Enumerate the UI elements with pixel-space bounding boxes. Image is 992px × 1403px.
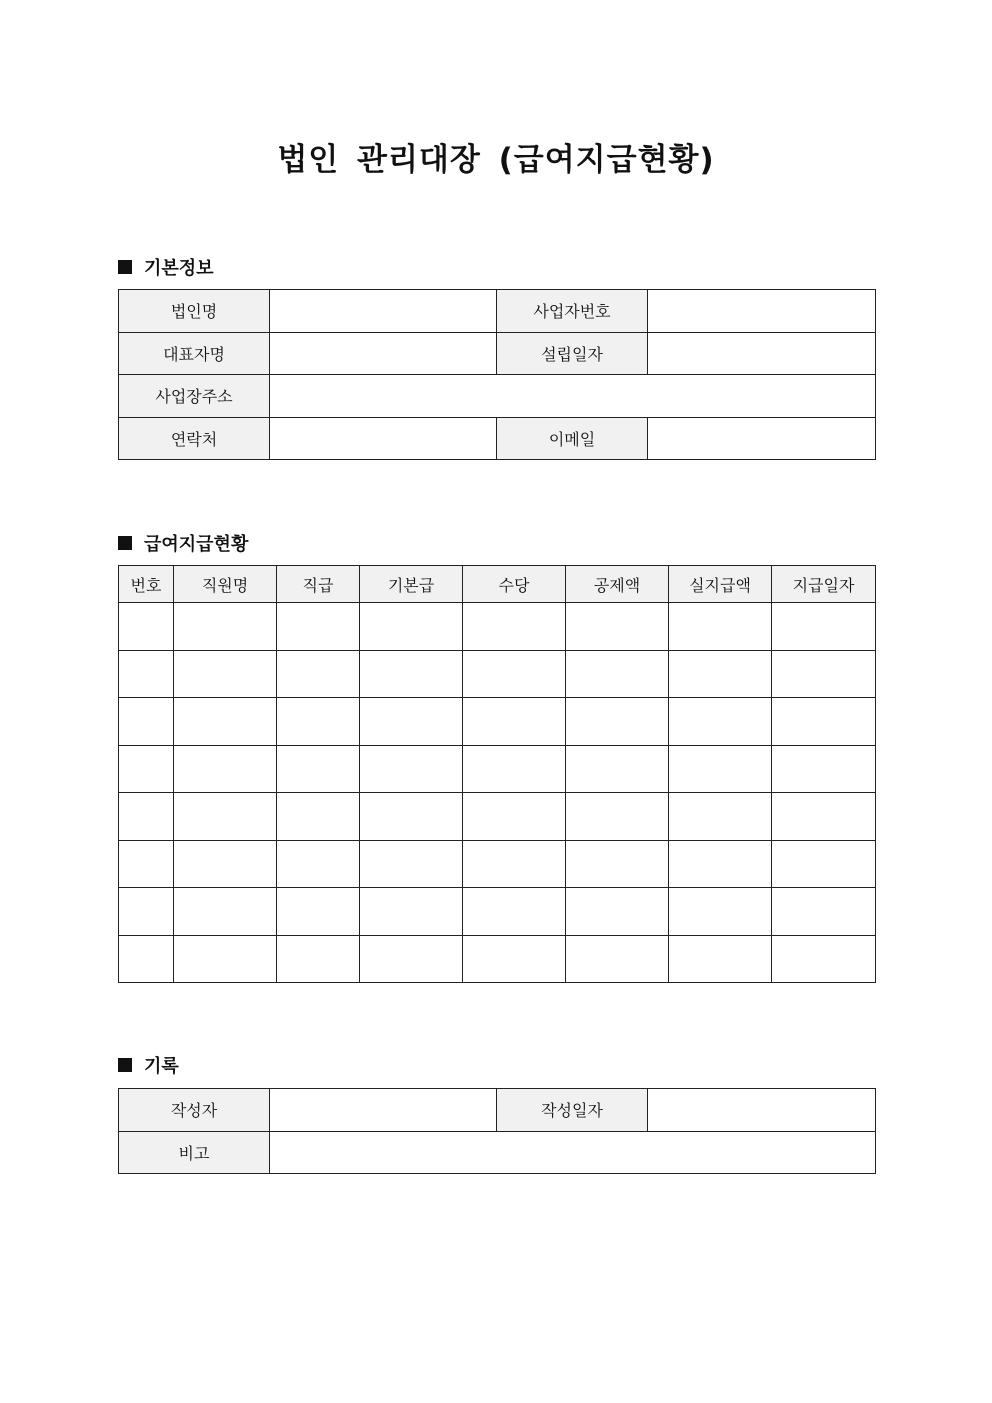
table-cell[interactable] bbox=[566, 840, 669, 888]
field-address[interactable] bbox=[270, 375, 876, 418]
square-bullet-icon bbox=[118, 260, 132, 274]
table-row bbox=[119, 290, 876, 333]
table-cell[interactable] bbox=[772, 650, 876, 698]
table-row bbox=[119, 650, 876, 698]
label-corp-name: 법인명 bbox=[119, 290, 270, 333]
table-cell[interactable] bbox=[669, 603, 772, 651]
table-cell[interactable] bbox=[277, 793, 360, 841]
field-email[interactable] bbox=[648, 417, 876, 460]
table-cell[interactable] bbox=[669, 840, 772, 888]
label-address: 사업장주소 bbox=[119, 375, 270, 418]
table-cell[interactable] bbox=[277, 650, 360, 698]
column-header: 지급일자 bbox=[772, 566, 876, 603]
table-cell[interactable] bbox=[119, 840, 174, 888]
square-bullet-icon bbox=[118, 1058, 132, 1072]
section-heading-label: 기본정보 bbox=[144, 258, 214, 279]
table-cell[interactable] bbox=[277, 840, 360, 888]
table-cell[interactable] bbox=[669, 650, 772, 698]
field-ceo-name[interactable] bbox=[270, 332, 497, 375]
table-cell[interactable] bbox=[566, 888, 669, 936]
table-cell[interactable] bbox=[463, 650, 566, 698]
table-cell[interactable] bbox=[174, 888, 277, 936]
table-cell[interactable] bbox=[566, 698, 669, 746]
table-cell[interactable] bbox=[360, 935, 463, 983]
table-row bbox=[119, 745, 876, 793]
column-header: 수당 bbox=[463, 566, 566, 603]
table-cell[interactable] bbox=[463, 935, 566, 983]
column-header: 직원명 bbox=[174, 566, 277, 603]
table-row bbox=[119, 417, 876, 460]
table-cell[interactable] bbox=[566, 935, 669, 983]
column-header: 직급 bbox=[277, 566, 360, 603]
column-header: 기본급 bbox=[360, 566, 463, 603]
table-cell[interactable] bbox=[174, 935, 277, 983]
field-founded-date[interactable] bbox=[648, 332, 876, 375]
table-cell[interactable] bbox=[277, 935, 360, 983]
record-table bbox=[118, 1088, 876, 1174]
field-written-date[interactable] bbox=[648, 1089, 876, 1132]
table-cell[interactable] bbox=[463, 745, 566, 793]
field-business-number[interactable] bbox=[648, 290, 876, 333]
field-note[interactable] bbox=[270, 1131, 876, 1174]
label-author: 작성자 bbox=[119, 1089, 270, 1132]
table-cell[interactable] bbox=[360, 698, 463, 746]
table-cell[interactable] bbox=[174, 603, 277, 651]
table-cell[interactable] bbox=[119, 603, 174, 651]
table-row bbox=[119, 888, 876, 936]
table-row bbox=[119, 1089, 876, 1132]
table-cell[interactable] bbox=[463, 698, 566, 746]
table-cell[interactable] bbox=[174, 745, 277, 793]
table-cell[interactable] bbox=[277, 888, 360, 936]
table-cell[interactable] bbox=[463, 793, 566, 841]
section-heading-payroll bbox=[118, 530, 248, 556]
table-cell[interactable] bbox=[119, 698, 174, 746]
label-business-number: 사업자번호 bbox=[497, 290, 648, 333]
table-cell[interactable] bbox=[277, 745, 360, 793]
table-cell[interactable] bbox=[566, 745, 669, 793]
table-cell[interactable] bbox=[277, 603, 360, 651]
table-cell[interactable] bbox=[174, 793, 277, 841]
table-cell[interactable] bbox=[360, 745, 463, 793]
table-cell[interactable] bbox=[360, 793, 463, 841]
table-row bbox=[119, 793, 876, 841]
table-cell[interactable] bbox=[772, 840, 876, 888]
label-phone: 연락처 bbox=[119, 417, 270, 460]
column-header: 번호 bbox=[119, 566, 174, 603]
square-bullet-icon bbox=[118, 536, 132, 550]
table-cell[interactable] bbox=[669, 888, 772, 936]
label-note: 비고 bbox=[119, 1131, 270, 1174]
table-cell[interactable] bbox=[566, 793, 669, 841]
table-cell[interactable] bbox=[669, 745, 772, 793]
label-email: 이메일 bbox=[497, 417, 648, 460]
table-cell[interactable] bbox=[669, 698, 772, 746]
table-cell[interactable] bbox=[360, 840, 463, 888]
table-cell[interactable] bbox=[463, 840, 566, 888]
table-cell[interactable] bbox=[360, 650, 463, 698]
table-cell[interactable] bbox=[772, 793, 876, 841]
table-cell[interactable] bbox=[772, 935, 876, 983]
table-cell[interactable] bbox=[360, 603, 463, 651]
table-cell[interactable] bbox=[174, 650, 277, 698]
table-cell[interactable] bbox=[360, 888, 463, 936]
section-heading-label: 기록 bbox=[144, 1056, 179, 1077]
table-cell[interactable] bbox=[119, 935, 174, 983]
field-corp-name[interactable] bbox=[270, 290, 497, 333]
payroll-table bbox=[118, 565, 876, 983]
table-cell[interactable] bbox=[174, 840, 277, 888]
label-written-date: 작성일자 bbox=[497, 1089, 648, 1132]
label-founded-date: 설립일자 bbox=[497, 332, 648, 375]
table-row bbox=[119, 698, 876, 746]
table-cell[interactable] bbox=[463, 888, 566, 936]
table-cell[interactable] bbox=[463, 603, 566, 651]
table-cell[interactable] bbox=[119, 888, 174, 936]
section-heading-label: 급여지급현황 bbox=[144, 534, 249, 555]
table-row bbox=[119, 840, 876, 888]
table-cell[interactable] bbox=[119, 793, 174, 841]
table-cell[interactable] bbox=[566, 603, 669, 651]
table-cell[interactable] bbox=[277, 698, 360, 746]
column-header: 실지급액 bbox=[669, 566, 772, 603]
section-heading-record bbox=[118, 1052, 179, 1078]
table-cell[interactable] bbox=[669, 935, 772, 983]
field-author[interactable] bbox=[270, 1089, 497, 1132]
table-cell[interactable] bbox=[174, 698, 277, 746]
table-cell[interactable] bbox=[566, 650, 669, 698]
table-row bbox=[119, 935, 876, 983]
table-row bbox=[119, 1131, 876, 1174]
table-row bbox=[119, 332, 876, 375]
table-header-row bbox=[119, 566, 876, 603]
basic-info-table bbox=[118, 289, 876, 460]
table-row bbox=[119, 603, 876, 651]
table-cell[interactable] bbox=[772, 888, 876, 936]
table-cell[interactable] bbox=[119, 650, 174, 698]
table-cell[interactable] bbox=[119, 745, 174, 793]
section-heading-basic-info bbox=[118, 254, 214, 280]
table-cell[interactable] bbox=[772, 745, 876, 793]
table-row bbox=[119, 375, 876, 418]
table-cell[interactable] bbox=[772, 698, 876, 746]
column-header: 공제액 bbox=[566, 566, 669, 603]
label-ceo-name: 대표자명 bbox=[119, 332, 270, 375]
table-cell[interactable] bbox=[669, 793, 772, 841]
page-title: 법인 관리대장 (급여지급현황) bbox=[277, 142, 715, 178]
table-cell[interactable] bbox=[772, 603, 876, 651]
field-phone[interactable] bbox=[270, 417, 497, 460]
